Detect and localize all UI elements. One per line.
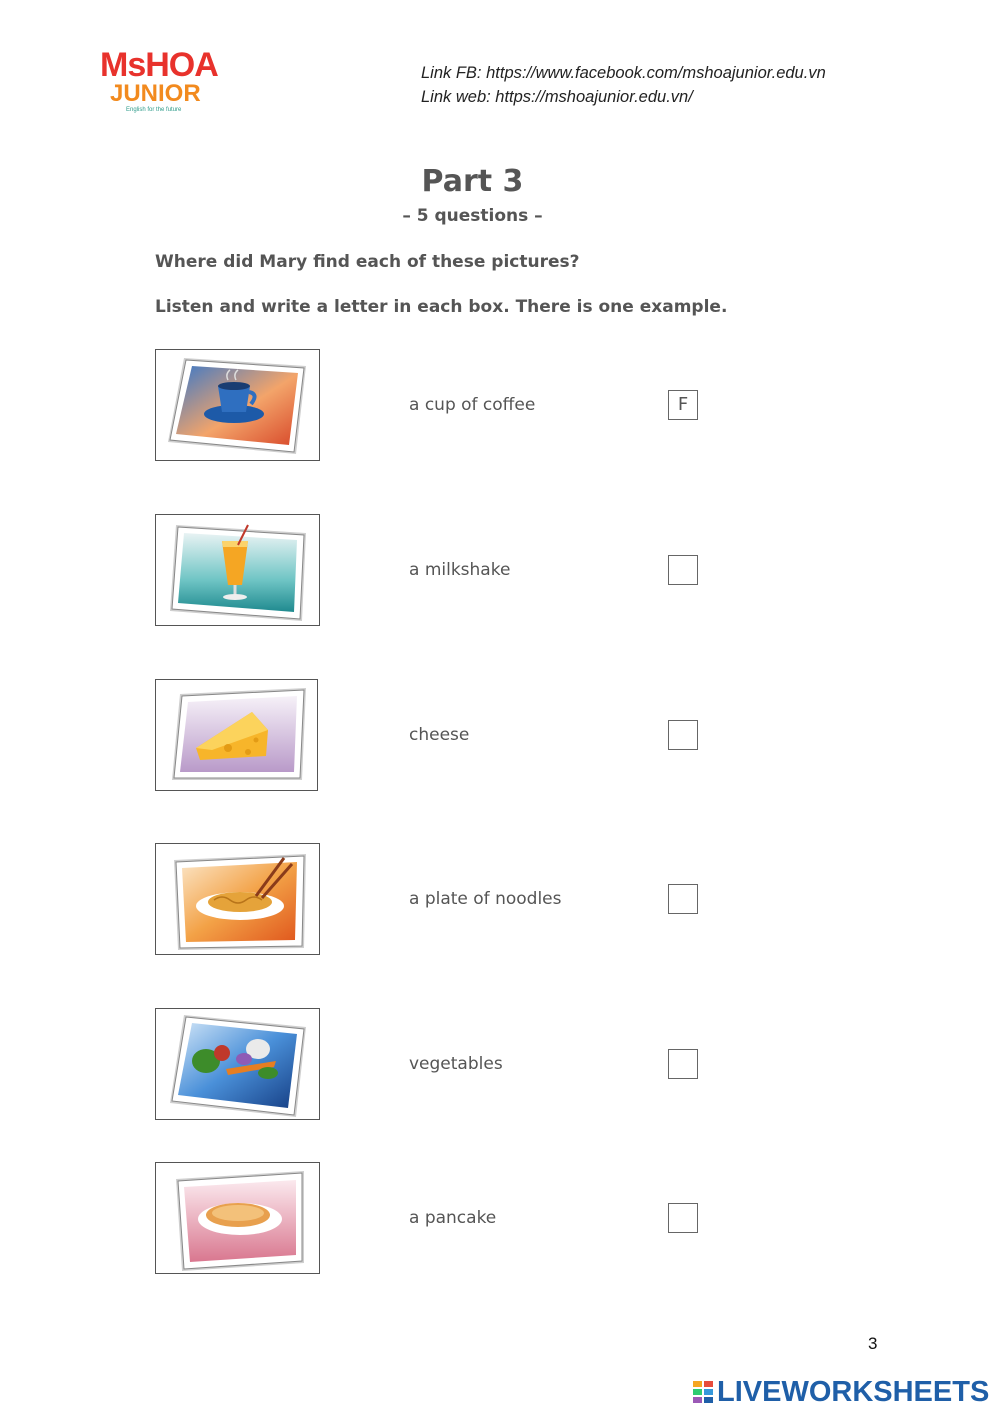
website-link[interactable]: Link web: https://mshoajunior.edu.vn/ — [421, 88, 693, 106]
question-text: Where did Mary find each of these pictures? — [155, 252, 580, 272]
item-label: a plate of noodles — [409, 889, 562, 909]
list-item — [0, 679, 1000, 794]
coffee-cup-icon — [155, 349, 320, 461]
facebook-link[interactable]: Link FB: https://www.facebook.com/mshoajunior.edu.vn — [421, 64, 826, 82]
item-label: a pancake — [409, 1208, 497, 1228]
page-number: 3 — [868, 1334, 878, 1353]
header-links — [421, 61, 826, 109]
item-label: a cup of coffee — [409, 395, 536, 415]
brand-name: LIVEWORKSHEETS — [717, 1375, 990, 1408]
instruction-text: Listen and write a letter in each box. There is one example. — [155, 297, 728, 317]
list-item — [0, 1162, 1000, 1277]
logo-line1: MsHOA — [100, 46, 218, 84]
answer-box[interactable] — [668, 1049, 698, 1079]
noodles-icon — [155, 843, 320, 955]
pancake-icon — [155, 1162, 320, 1274]
part-subtitle: – 5 questions – — [402, 206, 543, 226]
list-item — [0, 843, 1000, 958]
logo-line2: JUNIOR — [110, 80, 201, 107]
answer-box[interactable]: F — [668, 390, 698, 420]
answer-box[interactable] — [668, 1203, 698, 1233]
item-label: vegetables — [409, 1054, 503, 1074]
part-title: Part 3 — [421, 164, 524, 199]
answer-box[interactable] — [668, 555, 698, 585]
item-label: cheese — [409, 725, 470, 745]
answer-box[interactable] — [668, 884, 698, 914]
logo-tagline: English for the future — [126, 107, 182, 113]
liveworksheets-logo-icon — [693, 1381, 713, 1403]
item-label: a milkshake — [409, 560, 511, 580]
milkshake-icon — [155, 514, 320, 626]
cheese-icon — [155, 679, 318, 791]
logo — [100, 48, 240, 118]
vegetables-icon — [155, 1008, 320, 1120]
answer-box[interactable] — [668, 720, 698, 750]
list-item — [0, 1008, 1000, 1123]
liveworksheets-brand — [693, 1374, 989, 1410]
list-item — [0, 514, 1000, 629]
list-item — [0, 349, 1000, 464]
